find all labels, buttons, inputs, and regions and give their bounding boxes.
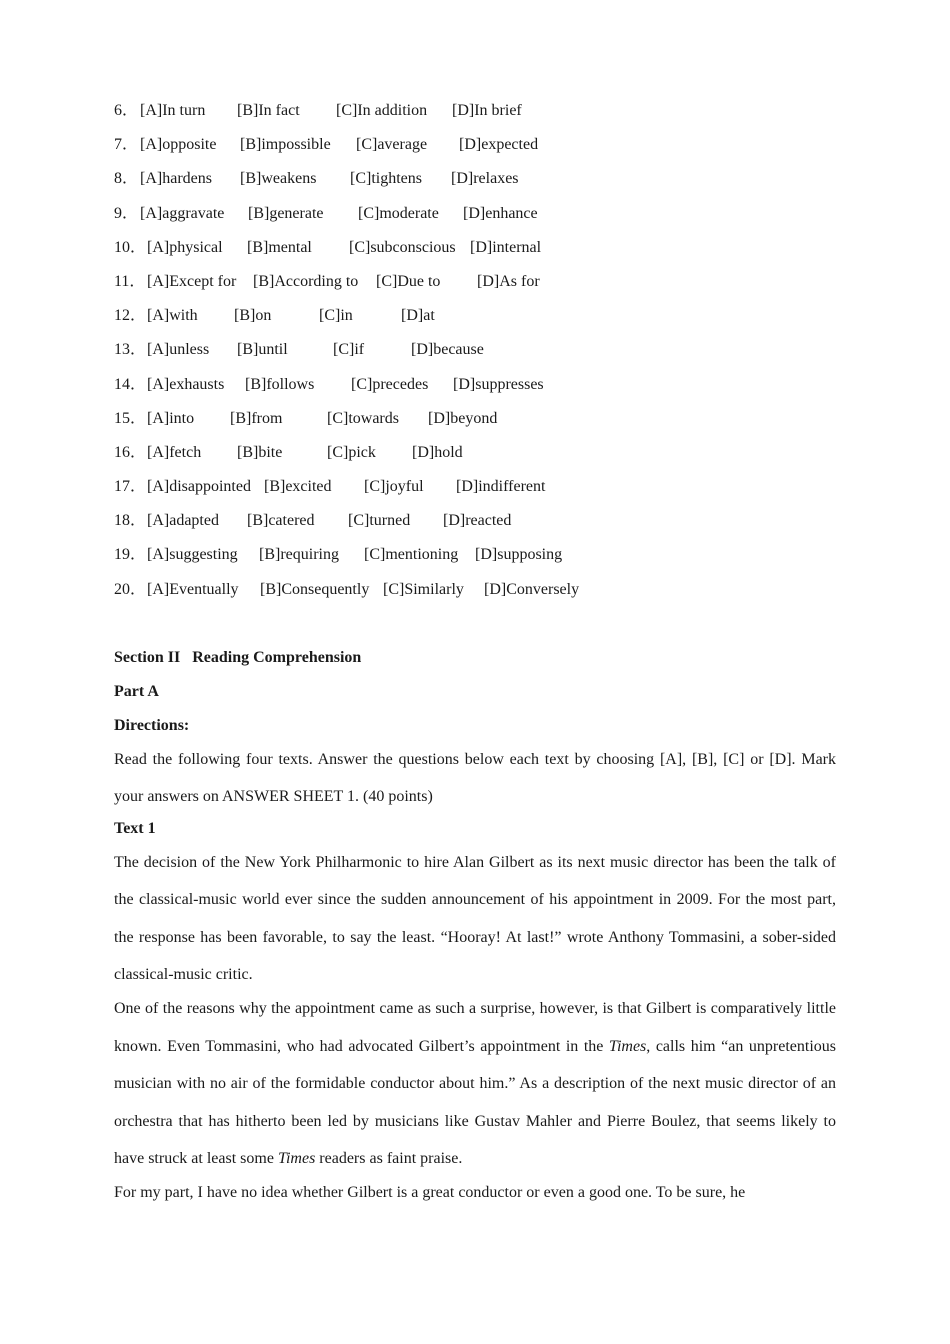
option-a: [A]aggravate (140, 204, 225, 222)
option-b: [B]impossible (240, 136, 331, 154)
text-title: Text 1 (114, 819, 156, 837)
paragraph-2-part-3: readers as faint praise. (315, 1150, 463, 1168)
option-c: [C]In addition (336, 102, 428, 119)
paragraph-2 (114, 990, 836, 1177)
option-c: [C]average (356, 136, 428, 154)
section-title: Section II Reading Comprehension (114, 649, 362, 666)
option-b: [B]bite (237, 443, 283, 461)
option-a: [A]exhausts (147, 375, 225, 393)
directions-text: Read the following four texts. Answer the questions below each text by choosing [A], [B], [C] or [D]. Mark your answers on ANSWER SHEET 1. (40 points) (114, 751, 836, 806)
option-a: [A]Eventually (147, 580, 239, 598)
option-c: [C]Due to (376, 272, 441, 290)
option-b: [B]from (230, 409, 283, 427)
reading-section (114, 645, 836, 1212)
option-a: [A]hardens (140, 170, 212, 188)
option-row (114, 508, 714, 542)
option-d: [D]enhance (463, 204, 538, 222)
answer-options-list (114, 98, 714, 611)
option-c: [C]towards (327, 409, 399, 427)
option-d: [D]at (401, 307, 435, 325)
option-c: [C]pick (327, 443, 376, 461)
part-title: Part A (114, 683, 159, 700)
question-number: 8． (114, 170, 139, 188)
option-c: [C]mentioning (364, 546, 459, 564)
question-number: 14． (114, 375, 147, 393)
question-number: 17． (114, 478, 147, 496)
option-a: [A]fetch (147, 443, 202, 461)
question-number: 6． (114, 102, 139, 119)
option-d: [D]indifferent (456, 478, 546, 496)
paragraph-3: For my part, I have no idea whether Gilbert is a great conductor or even a good one. To be sure, he (114, 1184, 746, 1202)
option-b: [B]Consequently (260, 580, 370, 598)
option-row (114, 542, 714, 576)
option-a: [A]Except for (147, 272, 237, 290)
option-b: [B]requiring (259, 546, 339, 564)
option-a: [A]disappointed (147, 478, 251, 496)
option-d: [D]reacted (443, 512, 512, 530)
option-a: [A]suggesting (147, 546, 238, 564)
question-number: 12． (114, 307, 147, 325)
option-a: [A]physical (147, 238, 223, 256)
option-d: [D]In brief (452, 102, 522, 119)
option-d: [D]beyond (428, 409, 498, 427)
option-b: [B]catered (247, 512, 315, 530)
option-row (114, 440, 714, 474)
option-b: [B]In fact (237, 102, 300, 119)
option-a: [A]In turn (140, 102, 206, 119)
option-c: [C]moderate (358, 204, 439, 222)
option-c: [C]Similarly (383, 580, 464, 598)
option-b: [B]until (237, 341, 288, 359)
question-number: 9． (114, 204, 139, 222)
question-number: 13． (114, 341, 147, 359)
option-d: [D]internal (470, 238, 542, 256)
option-d: [D]Conversely (484, 580, 580, 598)
option-b: [B]follows (245, 375, 315, 393)
option-d: [D]suppresses (453, 375, 544, 393)
option-row (114, 235, 714, 269)
question-number: 18． (114, 512, 147, 530)
option-row (114, 577, 714, 611)
question-number: 11． (114, 272, 146, 290)
directions-label: Directions: (114, 717, 190, 734)
option-c: [C]tightens (350, 170, 422, 188)
option-c: [C]subconscious (349, 238, 456, 256)
option-a: [A]into (147, 409, 195, 427)
question-number: 15． (114, 409, 147, 427)
option-b: [B]on (234, 307, 272, 325)
option-row (114, 269, 714, 303)
option-row (114, 406, 714, 440)
option-b: [B]According to (253, 272, 359, 290)
option-c: [C]precedes (351, 375, 429, 393)
option-row (114, 303, 714, 337)
option-row (114, 372, 714, 406)
option-c: [C]turned (348, 512, 411, 530)
question-number: 10． (114, 238, 147, 256)
option-row (114, 132, 714, 166)
option-c: [C]in (319, 307, 353, 325)
option-a: [A]unless (147, 341, 210, 359)
question-number: 16． (114, 443, 147, 461)
option-b: [B]mental (247, 238, 312, 256)
option-b: [B]excited (264, 478, 332, 496)
times-title-1: Times (608, 1037, 647, 1055)
question-number: 19． (114, 546, 147, 564)
question-number: 20． (114, 580, 147, 598)
paragraph-2-part-1: One of the reasons why the appointment came as such a surprise, however, is that Gilbert is comparatively little known. Even Tommasini, who had advocated Gilbert’s appointment in the (114, 1000, 836, 1055)
option-d: [D]relaxes (451, 170, 519, 188)
option-row (114, 166, 714, 200)
option-c: [C]if (333, 341, 365, 359)
option-a: [A]opposite (140, 136, 217, 154)
times-title-2: Times (277, 1150, 316, 1168)
option-d: [D]supposing (475, 546, 563, 564)
option-d: [D]because (411, 341, 484, 359)
option-d: [D]As for (477, 272, 540, 290)
question-number: 7． (114, 136, 139, 154)
paragraph-1: The decision of the New York Philharmonic to hire Alan Gilbert as its next music director has been the talk of the classical-music world ever since the sudden announcement of his appointment in 2009. For the most part, the response has been favorable, to say the least. “Hooray! At last!” wrote Anthony Tommasini, a sober-sided classical-music critic. (114, 853, 836, 984)
option-d: [D]hold (412, 443, 463, 461)
option-d: [D]expected (459, 136, 539, 154)
option-c: [C]joyful (364, 478, 424, 496)
option-row (114, 98, 714, 132)
option-row (114, 337, 714, 371)
option-row (114, 201, 714, 235)
option-a: [A]adapted (147, 512, 219, 530)
option-a: [A]with (147, 307, 198, 325)
paragraph-2-part-2: , calls him “an unpretentious musician with no air of the formidable conductor about him.” As a description of the next music director of an orchestra that has hitherto been led by musicians like Gustav Mahler and Pierre Boulez, that seems likely to have struck at least some (114, 1037, 836, 1168)
option-b: [B]generate (248, 204, 324, 222)
option-row (114, 474, 714, 508)
option-b: [B]weakens (240, 170, 317, 188)
